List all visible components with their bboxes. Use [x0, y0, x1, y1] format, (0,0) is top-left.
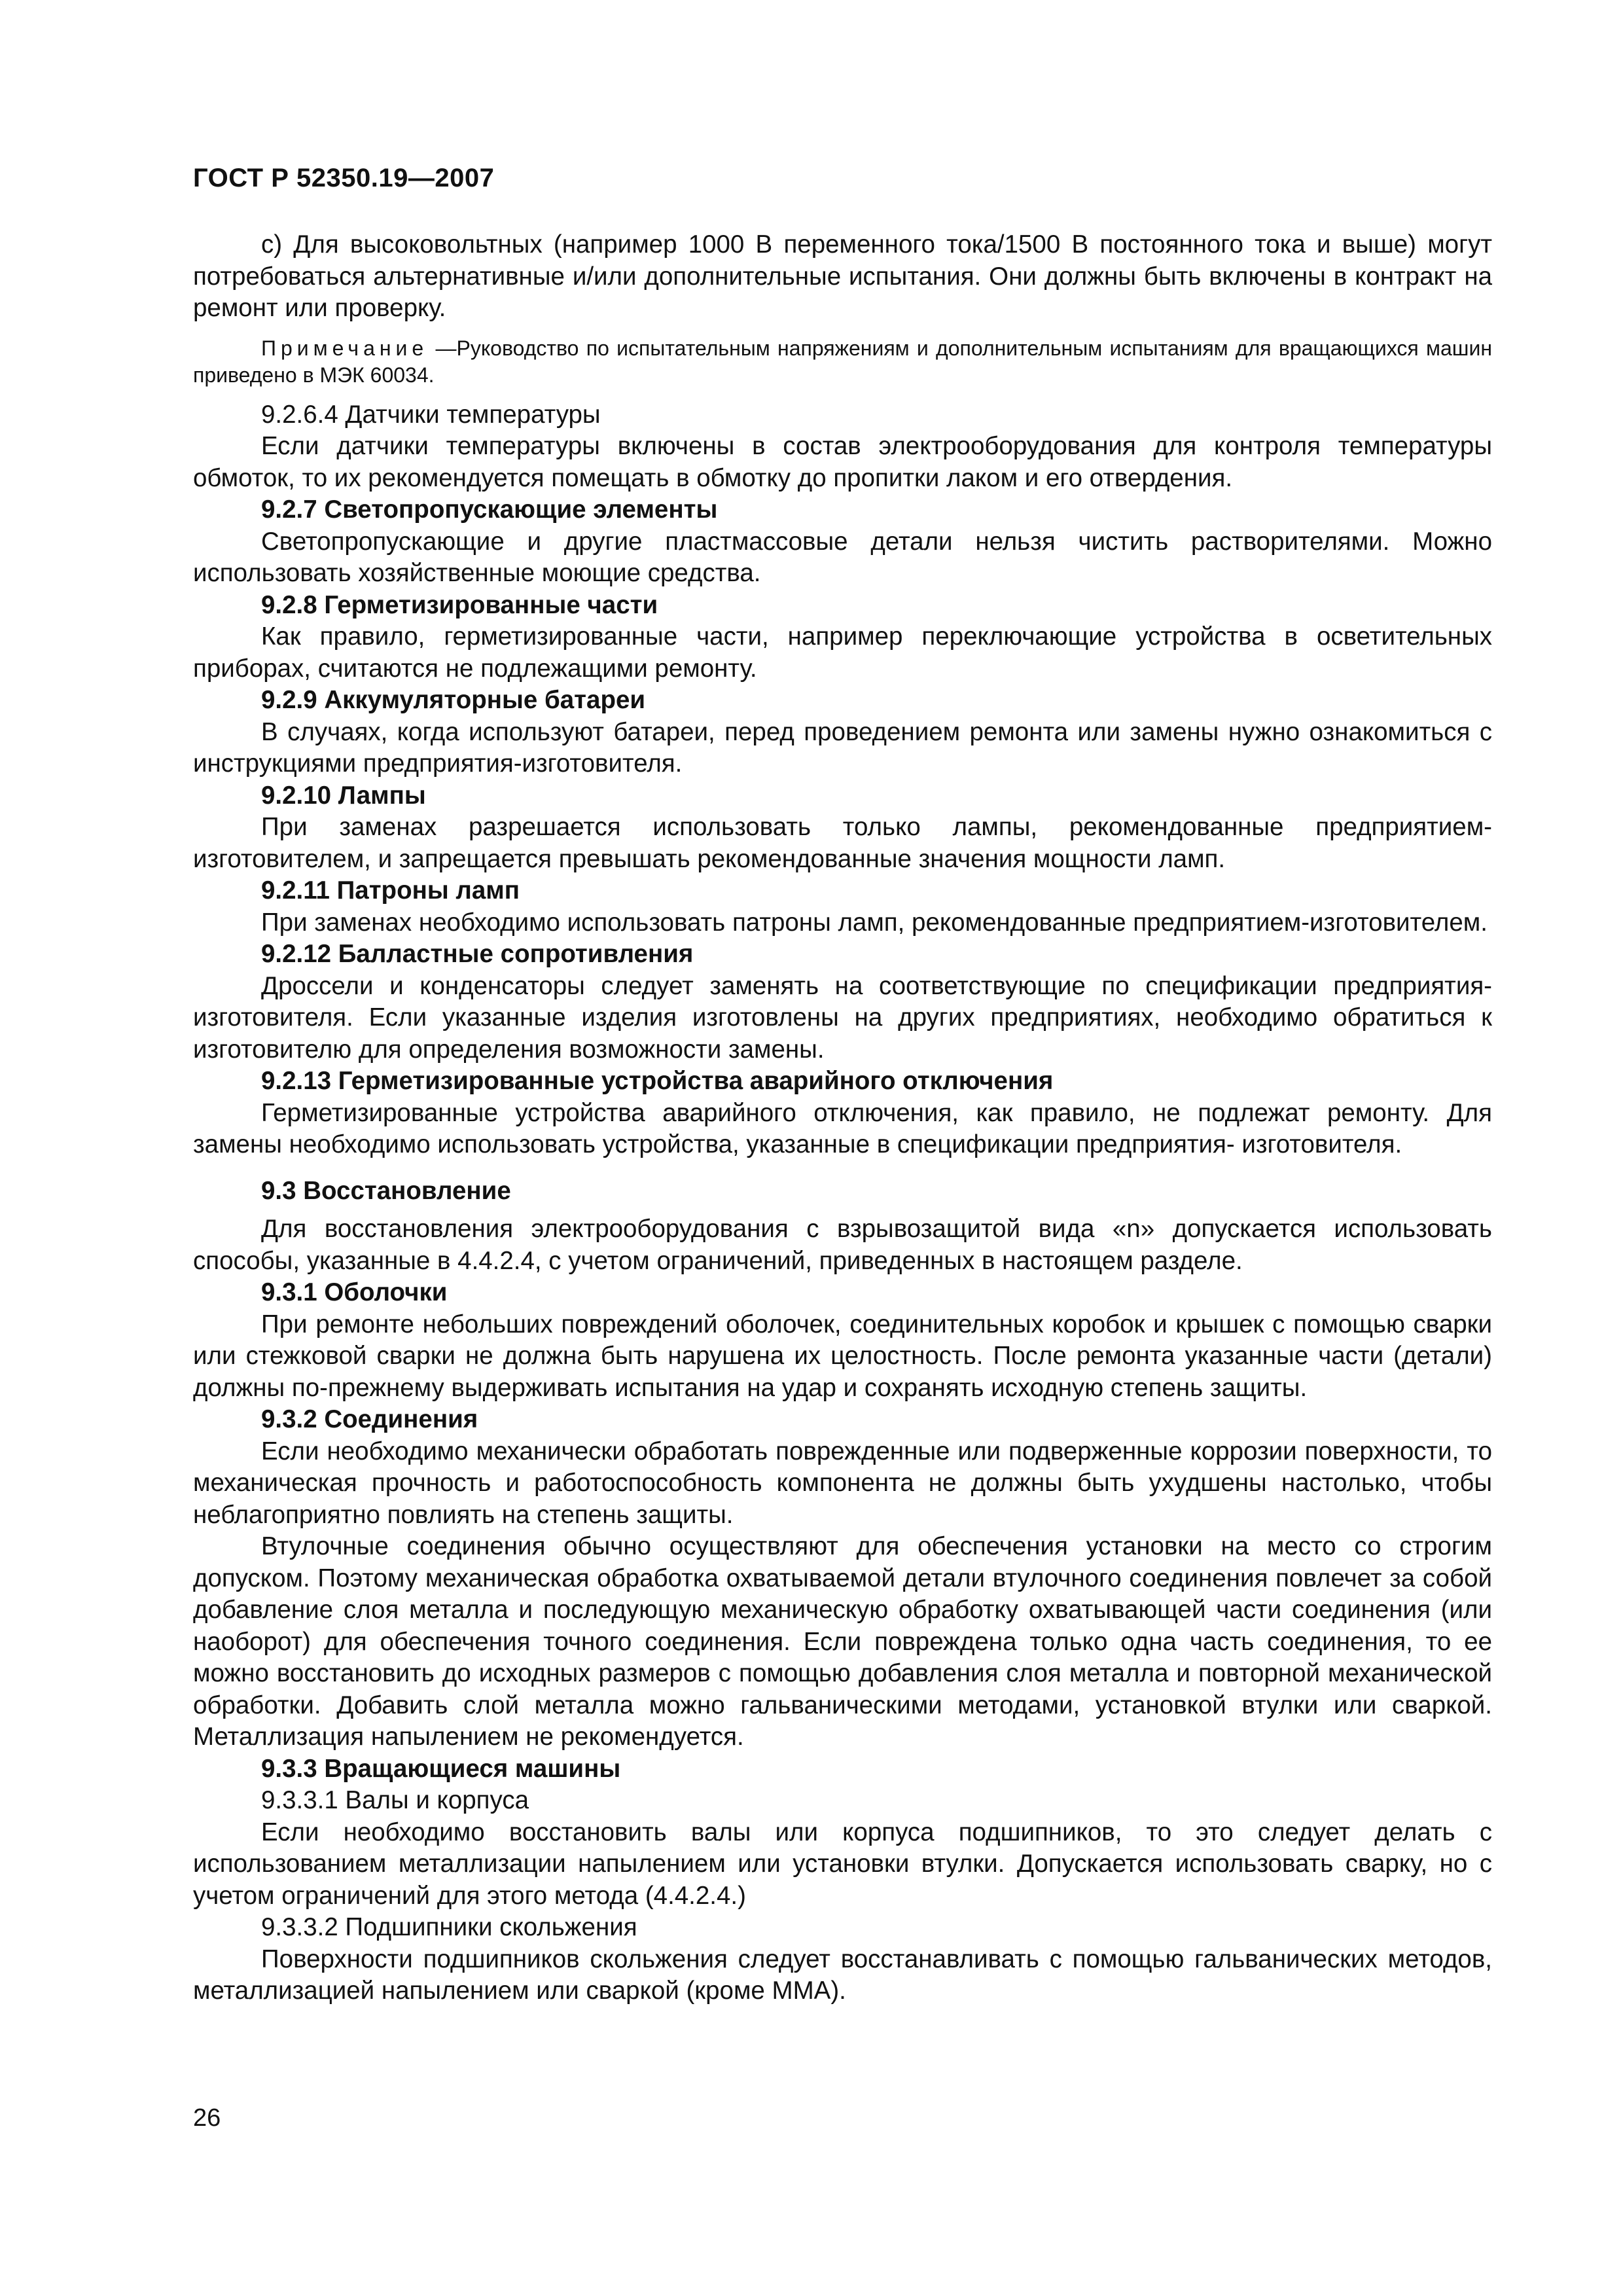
heading-9-2-6-4: 9.2.6.4 Датчики температуры — [261, 400, 601, 429]
heading-9-2-13: 9.2.13 Герметизированные устройства аварийного отключения — [261, 1067, 1054, 1095]
heading-9-2-10: 9.2.10 Лампы — [261, 781, 426, 810]
paragraph-9-2-11: При заменах необходимо использовать патроны ламп, рекомендованные предприятием-изготовителем. — [261, 908, 1488, 937]
section-gap — [193, 1161, 1492, 1175]
heading-9-2-7: 9.2.7 Светопропускающие элементы — [261, 495, 718, 524]
section-gap — [193, 1207, 1492, 1213]
heading-9-3-2: 9.3.2 Соединения — [261, 1405, 478, 1433]
document-header: ГОСТ Р 52350.19—2007 — [193, 164, 495, 192]
heading-9-2-11: 9.2.11 Патроны ламп — [261, 876, 520, 905]
paragraph-9-2-6-4: Если датчики температуры включены в состав электрооборудования для контроля температуры обмоток, то их рекомендуется помещать в обмотку до пропитки лаком и его отвердения. — [193, 432, 1492, 492]
note-label: Примечание — [261, 336, 429, 360]
heading-9-2-12: 9.2.12 Балластные сопротивления — [261, 940, 694, 968]
heading-9-3: 9.3 Восстановление — [261, 1176, 511, 1205]
paragraph-9-3-2-a: Если необходимо механически обработать поврежденные или подверженные коррозии поверхности, то механическая прочность и работоспособность компонента не должны быть ухудшены настолько, чтобы неблагоприятно повлиять на степень защиты. — [193, 1437, 1492, 1529]
paragraph-9-3-3-1: Если необходимо восстановить валы или корпуса подшипников, то это следует делать с использованием металлизации напылением или установки втулки. Допускается использовать сварку, но с учетом ограничений для этого метода (4.4.2.4.) — [193, 1818, 1492, 1910]
paragraph-9-2-12: Дроссели и конденсаторы следует заменять на соответствующие по спецификации предприятия-изготовителя. Если указанные изделия изготовлены на других предприятиях, необходимо обратиться к изготовителю для определения возможности замены. — [193, 971, 1492, 1064]
paragraph-9-3-2-b: Втулочные соединения обычно осуществляют для обеспечения установки на место со строгим допуском. Поэтому механическая обработка охватываемой детали втулочного соединения повлечет за собой добавление слоя металла и последующую механическую обработку охватывающей части соединения (или наоборот) для обеспечения точного соединения. Если повреждена только одна часть соединения, то ее можно восстановить до исходных размеров с помощью добавления слоя металла и повторной механической обработки. Добавить слой металла можно гальваническими методами, установкой втулки или сваркой. Металлизация напылением не рекомендуется. — [193, 1532, 1492, 1751]
paragraph-9-2-13: Герметизированные устройства аварийного отключения, как правило, не подлежат ремонту. Для замены необходимо использовать устройства, указанные в спецификации предприятия- изготовителя. — [193, 1098, 1492, 1158]
paragraph-9-3-1: При ремонте небольших повреждений оболочек, соединительных коробок и крышек с помощью сварки или стежковой сварки не должна быть нарушена их целостность. После ремонта указанные части (детали) должны по-прежнему выдерживать испытания на удар и сохранять исходную степень защиты. — [193, 1310, 1492, 1402]
paragraph-9-3-3-2: Поверхности подшипников скольжения следует восстанавливать с помощью гальванических методов, металлизацией напылением или сваркой (кроме ММА). — [193, 1945, 1492, 2005]
page-number: 26 — [193, 2104, 221, 2132]
heading-9-3-3: 9.3.3 Вращающиеся машины — [261, 1754, 621, 1783]
paragraph-9-2-8: Как правило, герметизированные части, например переключающие устройства в осветительных приборах, считаются не подлежащими ремонту. — [193, 622, 1492, 683]
heading-9-2-8: 9.2.8 Герметизированные части — [261, 590, 658, 619]
note-text: —Руководство по испытательным напряжениям и дополнительным испытаниям для вращающихся машин приведено в МЭК 60034. — [193, 336, 1492, 387]
heading-9-3-3-1: 9.3.3.1 Валы и корпуса — [261, 1786, 529, 1814]
paragraph-9-2-7: Светопропускающие и другие пластмассовые детали нельзя чистить растворителями. Можно использовать хозяйственные моющие средства. — [193, 527, 1492, 587]
paragraph-9-2-9: В случаях, когда используют батареи, перед проведением ремонта или замены нужно ознакомиться с инструкциями предприятия-изготовителя. — [193, 717, 1492, 778]
heading-9-2-9: 9.2.9 Аккумуляторные батареи — [261, 686, 646, 714]
document-body — [193, 229, 1492, 2007]
paragraph-9-3: Для восстановления электрооборудования с взрывозащитой вида «n» допускается использовать способы, указанные в 4.4.2.4, с учетом ограничений, приведенных в настоящем разделе. — [193, 1215, 1492, 1275]
heading-9-3-3-2: 9.3.3.2 Подшипники скольжения — [261, 1913, 637, 1941]
paragraph-c: с) Для высоковольтных (например 1000 В переменного тока/1500 В постоянного тока и выше) могут потребоваться альтернативные и/или дополнительные испытания. Они должны быть включены в контракт на ремонт или проверку. — [193, 230, 1492, 322]
note-paragraph — [193, 335, 1492, 389]
paragraph-9-2-10: При заменах разрешается использовать только лампы, рекомендованные предприятием-изготовителем, и запрещается превышать рекомендованные значения мощности ламп. — [193, 813, 1492, 873]
heading-9-3-1: 9.3.1 Оболочки — [261, 1278, 448, 1306]
